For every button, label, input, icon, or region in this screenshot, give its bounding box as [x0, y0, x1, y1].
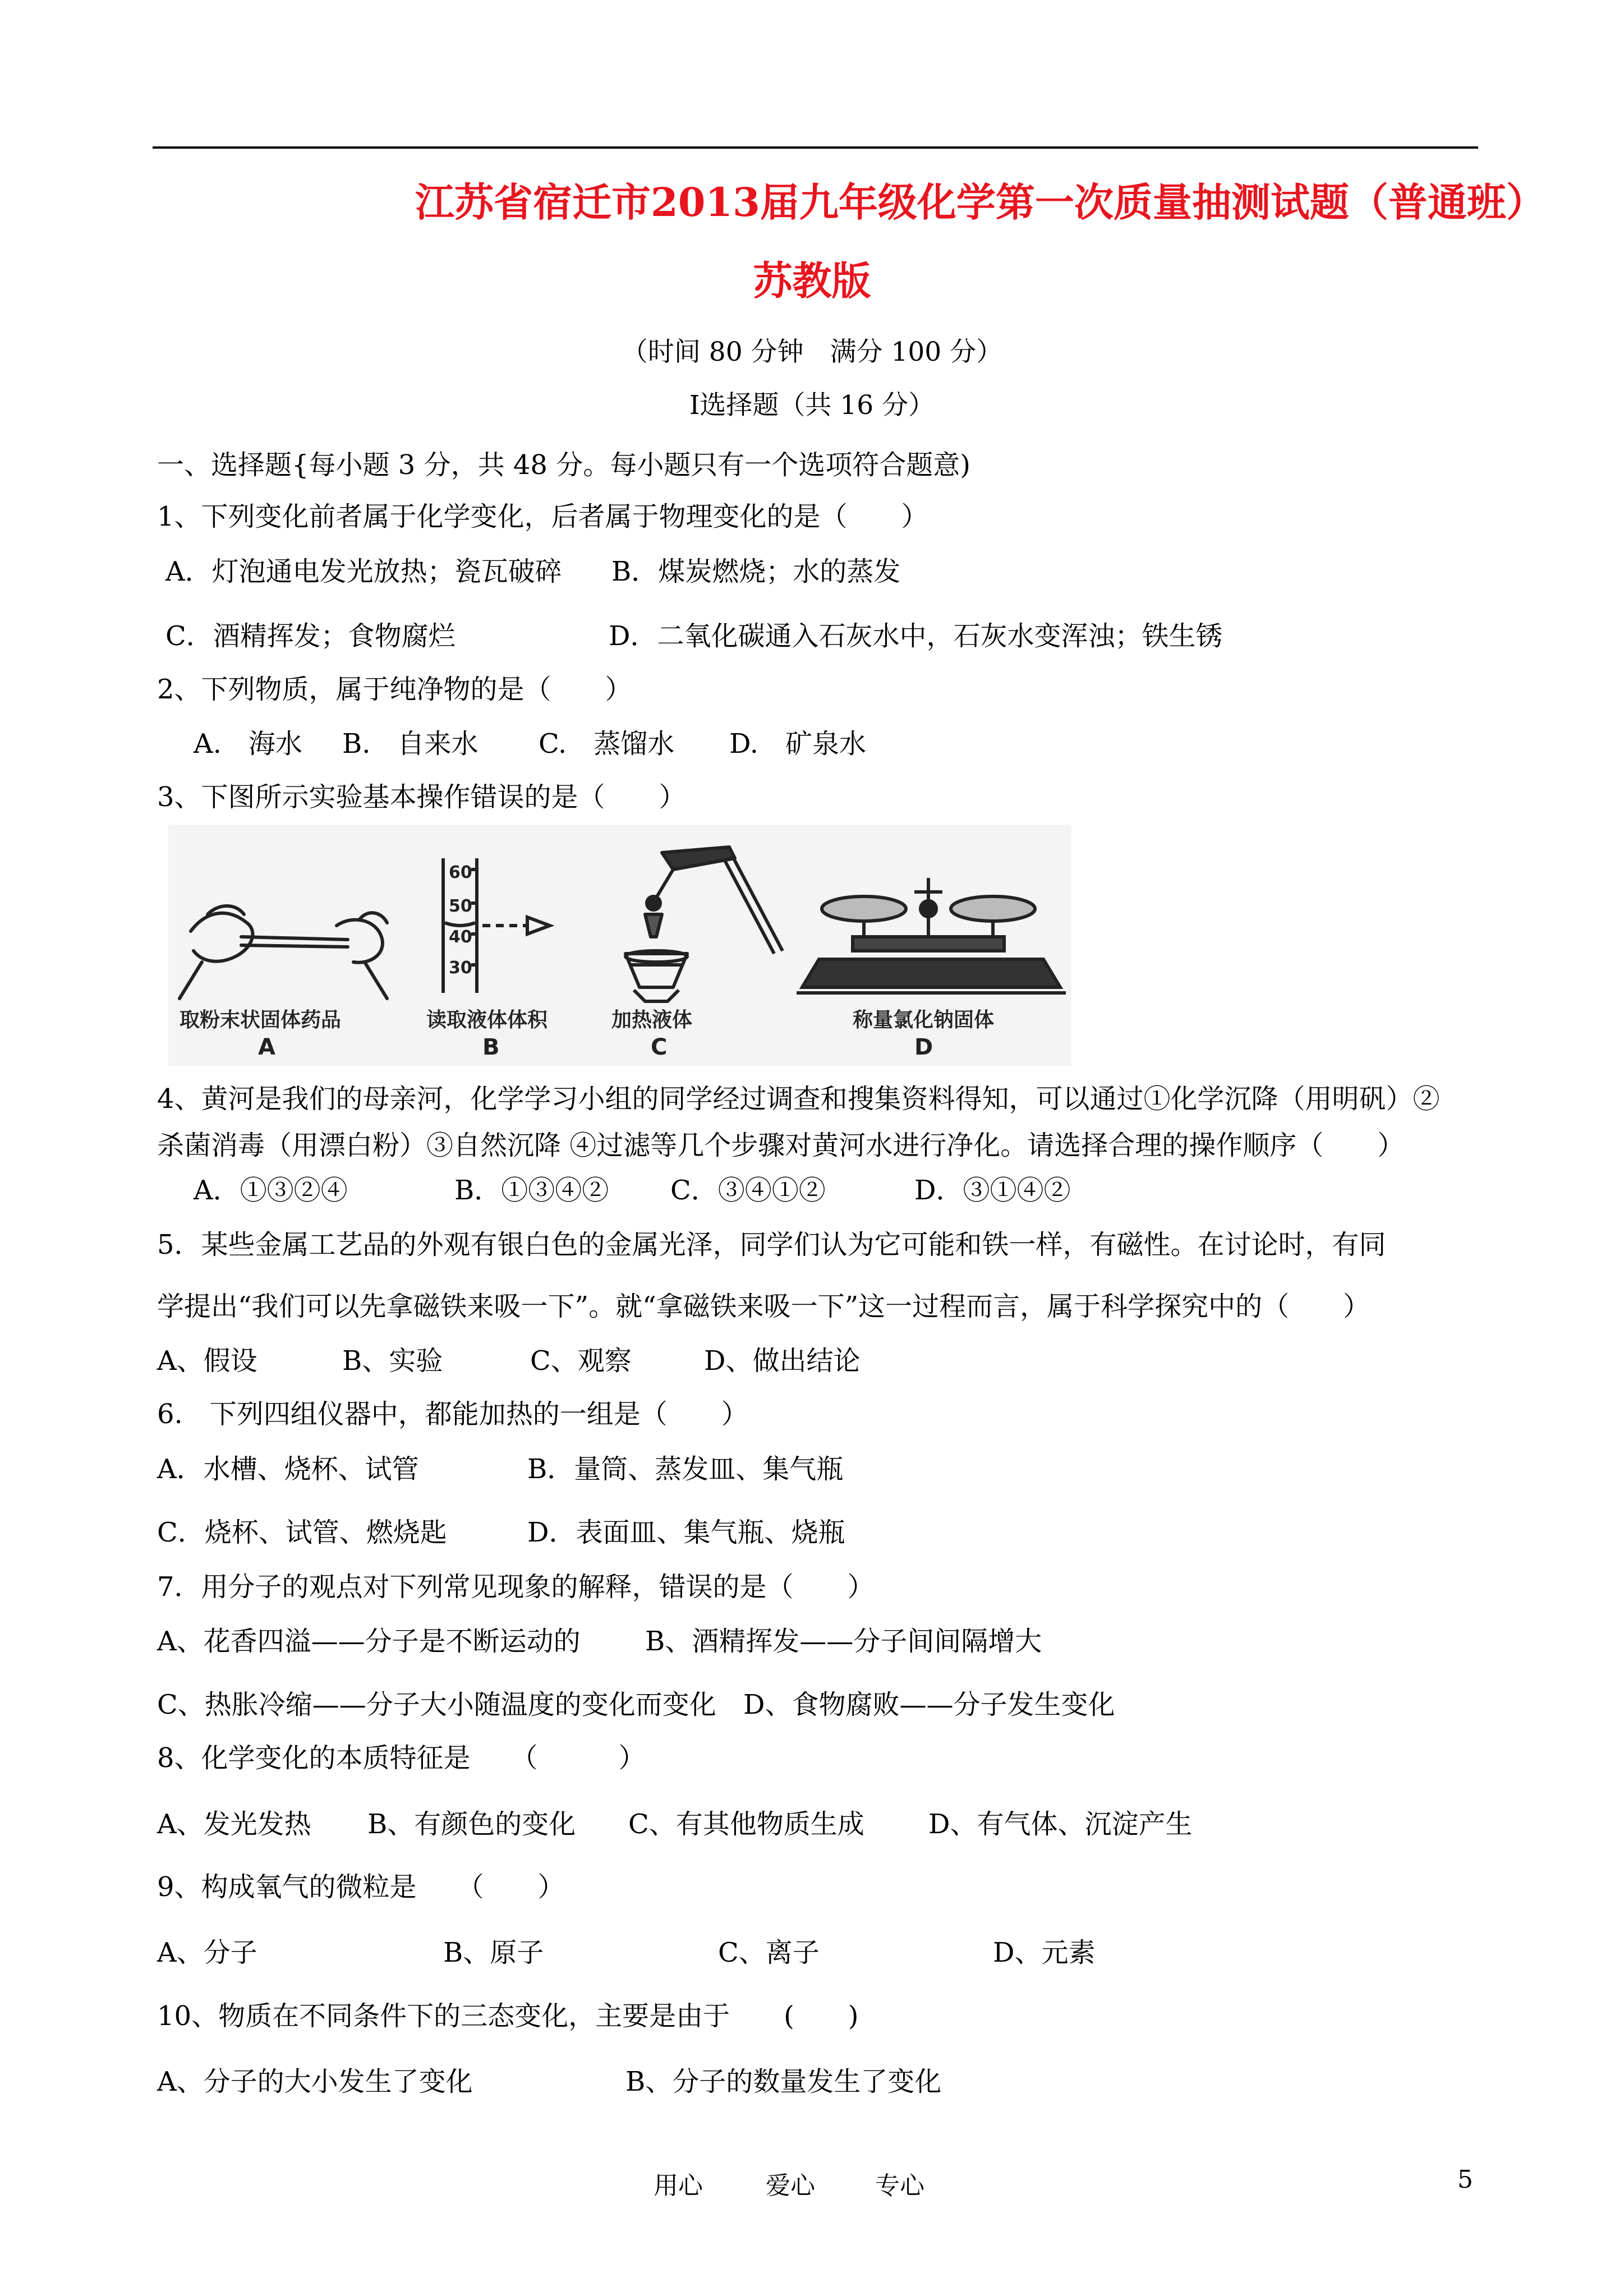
q4-option-b: B．①③④②	[454, 1175, 609, 1206]
q5-line1: 5．某些金属工艺品的外观有银白色的金属光泽，同学们认为它可能和铁一样，有磁性。在讨论时，有同	[157, 1229, 1386, 1260]
figure-a-caption: 取粉末状固体药品	[180, 1009, 342, 1032]
page-number: 5	[1457, 2165, 1473, 2194]
figure-b-letter: B	[482, 1034, 500, 1060]
q2-option-d: D. 矿泉水	[729, 728, 867, 760]
q6-option-d: D．表面皿、集气瓶、烧瓶	[527, 1517, 845, 1548]
q8-option-a: A、发光发热	[157, 1809, 311, 1840]
time-info: （时间 80 分钟 满分 100 分）	[621, 337, 1003, 367]
footer-motto-1: 用心	[654, 2171, 703, 2200]
q6-stem: 6. 下列四组仪器中，都能加热的一组是（ ）	[157, 1398, 748, 1430]
q6-option-b: B．量筒、蒸发皿、集气瓶	[527, 1453, 844, 1485]
q10-option-a: A、分子的大小发生了变化	[157, 2066, 473, 2097]
q3-stem: 3、下图所示实验基本操作错误的是（ ）	[157, 781, 686, 813]
q7-option-a: A、花香四溢——分子是不断运动的	[157, 1626, 581, 1657]
q4-option-a: A．①③②④	[194, 1175, 348, 1206]
q9-option-b: B、原子	[443, 1937, 544, 1968]
q4-option-c: C．③④①②	[670, 1175, 826, 1206]
q8-option-b: B、有颜色的变化	[367, 1809, 576, 1840]
q4-line2: 杀菌消毒（用漂白粉）③自然沉降 ④过滤等几个步骤对黄河水进行净化。请选择合理的操作顺序（ ）	[157, 1130, 1405, 1161]
figure-c-caption: 加热液体	[611, 1009, 693, 1032]
figure-a-letter: A	[258, 1034, 275, 1060]
q5-line2: 学提出“我们可以先拿磁铁来吸一下”。就“拿磁铁来吸一下”这一过程而言，属于科学探究中的（ ）	[157, 1291, 1370, 1322]
instructions: 一、选择题{每小题 3 分，共 48 分。每小题只有一个选项符合题意)	[157, 449, 970, 481]
footer-motto-2: 爱心	[766, 2171, 815, 2200]
powder-sampling-drawing	[180, 906, 387, 999]
q5-option-b: B、实验	[342, 1345, 443, 1377]
q7-option-c: C、热胀冷缩——分子大小随温度的变化而变化	[157, 1689, 716, 1720]
q8-option-d: D、有气体、沉淀产生	[928, 1809, 1193, 1840]
q10-option-b: B、分子的数量发生了变化	[625, 2066, 942, 2097]
section-heading: Ⅰ选择题（共 16 分）	[689, 390, 935, 421]
figure-c-letter: C	[651, 1034, 668, 1060]
q2-option-a: A. 海水	[194, 728, 302, 760]
q1-option-d: D．二氧化碳通入石灰水中，石灰水变浑浊；铁生锈	[609, 620, 1223, 652]
heating-crucible-drawing	[625, 847, 783, 1001]
q8-stem: 8、化学变化的本质特征是 （ ）	[157, 1742, 646, 1774]
exam-subtitle: 苏教版	[753, 257, 871, 304]
lab-operations-figure	[168, 825, 1071, 1066]
q4-line1: 4、黄河是我们的母亲河，化学学习小组的同学经过调查和搜集资料得知，可以通过①化学沉降（用明矾）②	[157, 1083, 1440, 1115]
q7-option-d: D、食物腐败——分子发生变化	[743, 1689, 1115, 1720]
figure-b-caption: 读取液体体积	[426, 1009, 548, 1032]
q6-option-a: A．水槽、烧杯、试管	[157, 1453, 419, 1485]
q5-option-a: A、假设	[157, 1345, 257, 1377]
q1-option-c: C．酒精挥发；食物腐烂	[165, 620, 456, 652]
q5-option-c: C、观察	[530, 1345, 632, 1377]
q10-stem: 10、物质在不同条件下的三态变化，主要是由于 ( )	[157, 2000, 859, 2032]
q6-option-c: C．烧杯、试管、燃烧匙	[157, 1517, 447, 1548]
q7-stem: 7．用分子的观点对下列常见现象的解释，错误的是（ ）	[157, 1571, 875, 1603]
q1-option-a: A．灯泡通电发光放热；瓷瓦破碎	[165, 556, 562, 587]
q1-stem: 1、下列变化前者属于化学变化，后者属于物理变化的是（ ）	[157, 501, 928, 532]
scale-tick-60: 60	[449, 863, 472, 882]
scale-tick-40: 40	[449, 927, 472, 947]
q1-option-b: B．煤炭燃烧；水的蒸发	[611, 556, 901, 587]
q2-option-b: B. 自来水	[342, 728, 479, 760]
q9-option-c: C、离子	[718, 1937, 820, 1968]
balance-drawing	[797, 878, 1066, 993]
q9-option-d: D、元素	[993, 1937, 1096, 1968]
q4-option-d: D．③①④②	[914, 1175, 1071, 1206]
q5-option-d: D、做出结论	[704, 1345, 861, 1377]
lab-operations-svg	[168, 825, 1071, 1066]
q2-stem: 2、下列物质，属于纯净物的是（ ）	[157, 674, 632, 705]
scale-tick-50: 50	[449, 896, 472, 916]
scale-tick-30: 30	[449, 958, 472, 978]
q9-option-a: A、分子	[157, 1937, 257, 1968]
q8-option-c: C、有其他物质生成	[628, 1809, 864, 1840]
q2-option-c: C. 蒸馏水	[539, 728, 675, 760]
figure-d-caption: 称量氯化钠固体	[853, 1009, 995, 1032]
q9-stem: 9、构成氧气的微粒是 （ ）	[157, 1871, 565, 1903]
figure-d-letter: D	[914, 1034, 933, 1060]
header-rule	[153, 146, 1478, 149]
exam-title: 江苏省宿迁市2013届九年级化学第一次质量抽测试题（普通班）	[415, 179, 1545, 226]
q7-option-b: B、酒精挥发——分子间间隔增大	[645, 1626, 1042, 1657]
footer-motto-3: 专心	[875, 2171, 924, 2200]
